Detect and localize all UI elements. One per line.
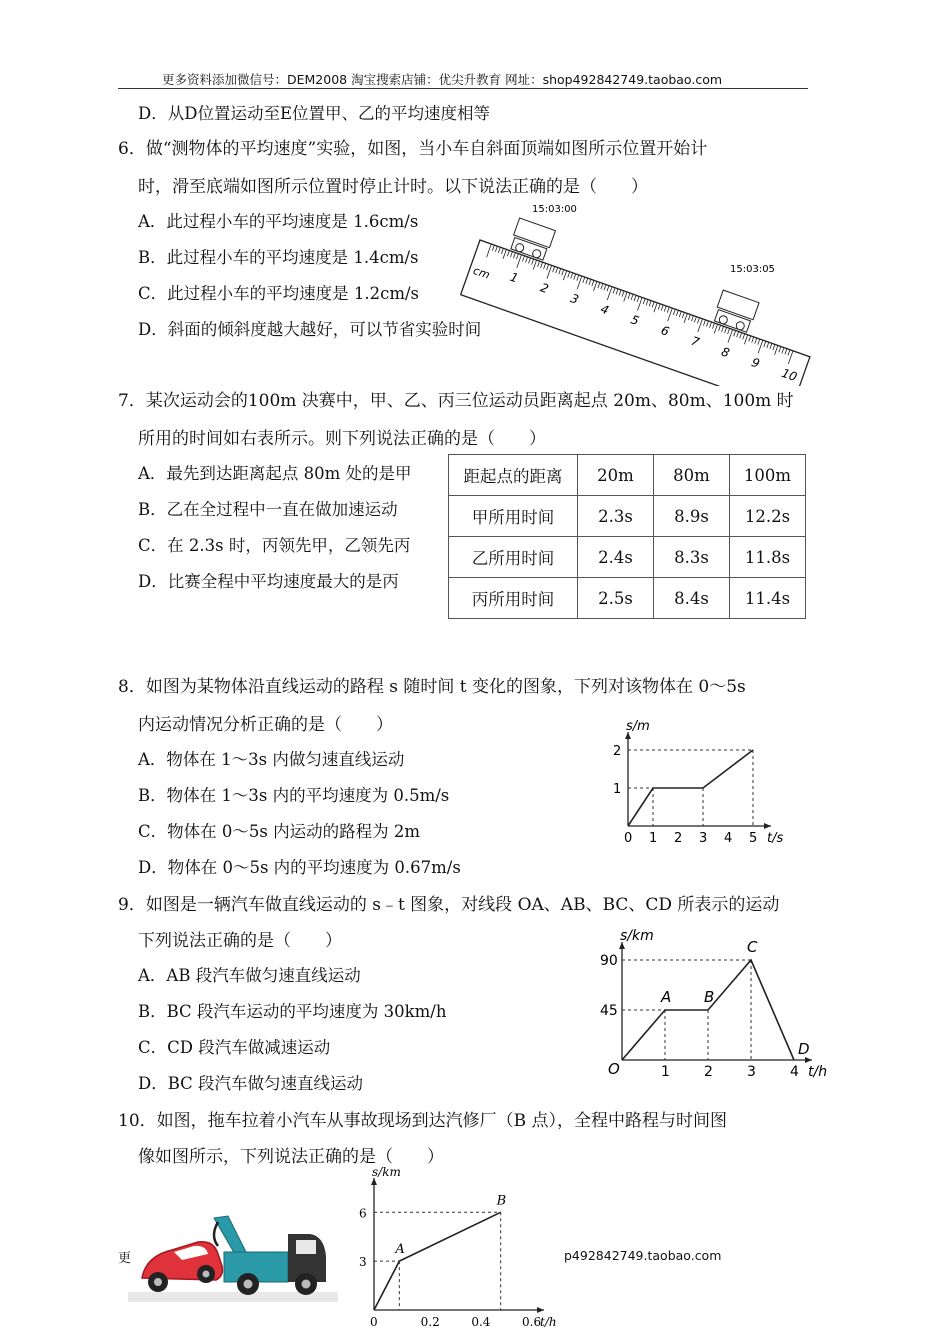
ruler-tick-label: 4	[598, 301, 611, 318]
ruler-tick-label: 8	[719, 344, 732, 361]
q8-option-c: C．物体在 0～5s 内运动的路程为 2m	[138, 822, 420, 841]
q9-option-b: B．BC 段汽车运动的平均速度为 30km/h	[138, 1002, 447, 1021]
table-cell: 20m	[578, 455, 654, 496]
q10-stem-line1: 10．如图，拖车拉着小汽车从事故现场到达汽修厂（B 点），全程中路程与时间图	[118, 1111, 728, 1131]
table-cell: 乙所用时间	[449, 537, 578, 578]
table-row	[449, 496, 806, 537]
x-tick-label: 2	[674, 831, 683, 846]
x-tick-label: 0.6	[522, 1315, 542, 1329]
q9-stem-line1: 9．如图是一辆汽车做直线运动的 s﹣t 图象，对线段 OA、AB、BC、CD 所表示的运动	[118, 895, 780, 915]
table-cell: 8.3s	[654, 537, 730, 578]
q9-st-chart	[586, 914, 836, 1084]
q5-option-d: D．从D位置运动至E位置甲、乙的平均速度相等	[138, 104, 491, 123]
q7-time-table	[448, 454, 806, 619]
y-axis-label: s/km	[372, 1165, 401, 1179]
y-axis-arrow	[371, 1178, 377, 1185]
x-tick-label: 4	[790, 1064, 799, 1080]
point-label: C	[747, 938, 758, 956]
x-tick-label: 1	[649, 831, 658, 846]
y-tick-label: 1	[613, 782, 622, 797]
table-cell: 2.5s	[578, 578, 654, 619]
table-cell: 100m	[730, 455, 806, 496]
tow-truck-icon	[214, 1216, 326, 1295]
q6-option-d: D．斜面的倾斜度越大越好，可以节省实验时间	[138, 320, 482, 339]
x-axis-label: t/s	[767, 831, 784, 846]
y-tick-label: 6	[359, 1206, 367, 1221]
q6-option-a: A．此过程小车的平均速度是 1.6cm/s	[138, 212, 419, 231]
q7-option-a: A．最先到达距离起点 80m 处的是甲	[138, 464, 412, 483]
q6-stem-line1: 6．做“测物体的平均速度”实验，如图，当小车自斜面顶端如图所示位置开始计	[118, 139, 708, 159]
q8-stem-line1: 8．如图为某物体沿直线运动的路程 s 随时间 t 变化的图象，下列对该物体在 0～5s	[118, 677, 746, 697]
ruler-tick-label: 7	[689, 333, 702, 350]
q7-stem-line1: 7．某次运动会的100m 决赛中，甲、乙、丙三位运动员距离起点 20m、80m、100m 时	[118, 391, 794, 411]
q6-option-b: B．此过程小车的平均速度是 1.4cm/s	[138, 248, 419, 267]
ruler-tick-label: 6	[659, 323, 671, 339]
point-label: B	[496, 1193, 507, 1209]
q8-stem-line2: 内运动情况分析正确的是（ ）	[138, 715, 393, 735]
x-tick-label: 0.2	[420, 1315, 440, 1329]
q9-option-d: D．BC 段汽车做匀速直线运动	[138, 1074, 364, 1093]
x-tick-label: 1	[661, 1064, 670, 1080]
page-header: 更多资料添加微信号：DEM2008 淘宝搜索店铺：优尖升教育 网址：shop492842749.taobao.com	[162, 72, 723, 87]
x-tick-label: 0	[370, 1315, 378, 1329]
table-cell: 丙所用时间	[449, 578, 578, 619]
y-tick-label: 3	[359, 1255, 367, 1270]
q7-option-c: C．在 2.3s 时，丙领先甲，乙领先丙	[138, 536, 411, 555]
table-cell: 80m	[654, 455, 730, 496]
table-row	[449, 537, 806, 578]
table-cell: 2.4s	[578, 537, 654, 578]
ruler-tick-label: 3	[568, 291, 581, 307]
q7-stem-line2: 所用的时间如右表所示。则下列说法正确的是（ ）	[138, 429, 546, 449]
x-axis-arrow	[537, 1307, 544, 1313]
q6-ruler-figure	[460, 196, 830, 386]
q10-stem-line2: 像如图所示，下列说法正确的是（ ）	[138, 1147, 444, 1167]
table-cell: 2.3s	[578, 496, 654, 537]
x-tick-label: 0.4	[471, 1315, 491, 1329]
q7-option-d: D．比赛全程中平均速度最大的是丙	[138, 572, 399, 591]
table-cell: 距起点的距离	[449, 455, 578, 496]
table-cell: 12.2s	[730, 496, 806, 537]
x-axis-arrow	[764, 823, 771, 829]
table-cell: 8.9s	[654, 496, 730, 537]
x-tick-label: 3	[747, 1064, 756, 1080]
q8-st-chart	[600, 708, 820, 854]
point-label: A	[395, 1242, 405, 1258]
q9-stem-line2: 下列说法正确的是（ ）	[138, 931, 342, 951]
x-tick-label: 4	[724, 831, 733, 846]
car-icon	[142, 1242, 222, 1292]
point-label: A	[661, 988, 672, 1006]
point-label: B	[704, 988, 715, 1006]
q8-option-a: A．物体在 1～3s 内做匀速直线运动	[138, 750, 405, 769]
point-label: O	[608, 1060, 620, 1078]
point-label: D	[798, 1040, 810, 1058]
x-tick-label: 5	[749, 831, 758, 846]
y-axis-label: s/km	[620, 928, 654, 944]
ruler-tick-label: 2	[538, 280, 551, 297]
x-tick-label: 0	[624, 831, 633, 846]
q8-option-d: D．物体在 0～5s 内的平均速度为 0.67m/s	[138, 858, 461, 877]
x-axis-label: t/h	[808, 1064, 828, 1080]
table-cell: 11.4s	[730, 578, 806, 619]
table-row	[449, 578, 806, 619]
y-tick-label: 2	[613, 744, 622, 759]
ruler-tick-label: 5	[628, 312, 641, 329]
q10-st-chart	[352, 1164, 562, 1336]
ruler-tick-label: 9	[749, 355, 762, 371]
table-header-row	[449, 455, 806, 496]
tow-truck-illustration	[128, 1212, 338, 1306]
table-cell: 8.4s	[654, 578, 730, 619]
x-tick-label: 3	[699, 831, 708, 846]
q6-stem-line2: 时，滑至底端如图所示位置时停止计时。以下说法正确的是（ ）	[138, 177, 648, 197]
table-cell: 甲所用时间	[449, 496, 578, 537]
q9-option-a: A．AB 段汽车做匀速直线运动	[138, 966, 361, 985]
q7-option-b: B．乙在全过程中一直在做加速运动	[138, 500, 398, 519]
y-tick-label: 90	[600, 953, 618, 969]
y-axis-label: s/m	[626, 719, 650, 734]
footer-right: p492842749.taobao.com	[564, 1248, 722, 1263]
q8-option-b: B．物体在 1～3s 内的平均速度为 0.5m/s	[138, 786, 450, 805]
header-rule	[118, 88, 808, 89]
y-tick-label: 45	[600, 1003, 618, 1019]
x-axis-label: t/h	[540, 1315, 557, 1329]
ruler-tick-label: 10	[779, 365, 799, 385]
ruler-tick-label: 1	[508, 269, 521, 286]
q9-option-c: C．CD 段汽车做减速运动	[138, 1038, 331, 1057]
q6-option-c: C．此过程小车的平均速度是 1.2cm/s	[138, 284, 420, 303]
x-tick-label: 2	[704, 1064, 713, 1080]
clock-end: 15:03:05	[730, 264, 775, 275]
table-cell: 11.8s	[730, 537, 806, 578]
footer-left: 更	[118, 1251, 132, 1266]
ruler-unit-label: cm	[471, 263, 492, 282]
clock-start: 15:03:00	[532, 204, 577, 215]
